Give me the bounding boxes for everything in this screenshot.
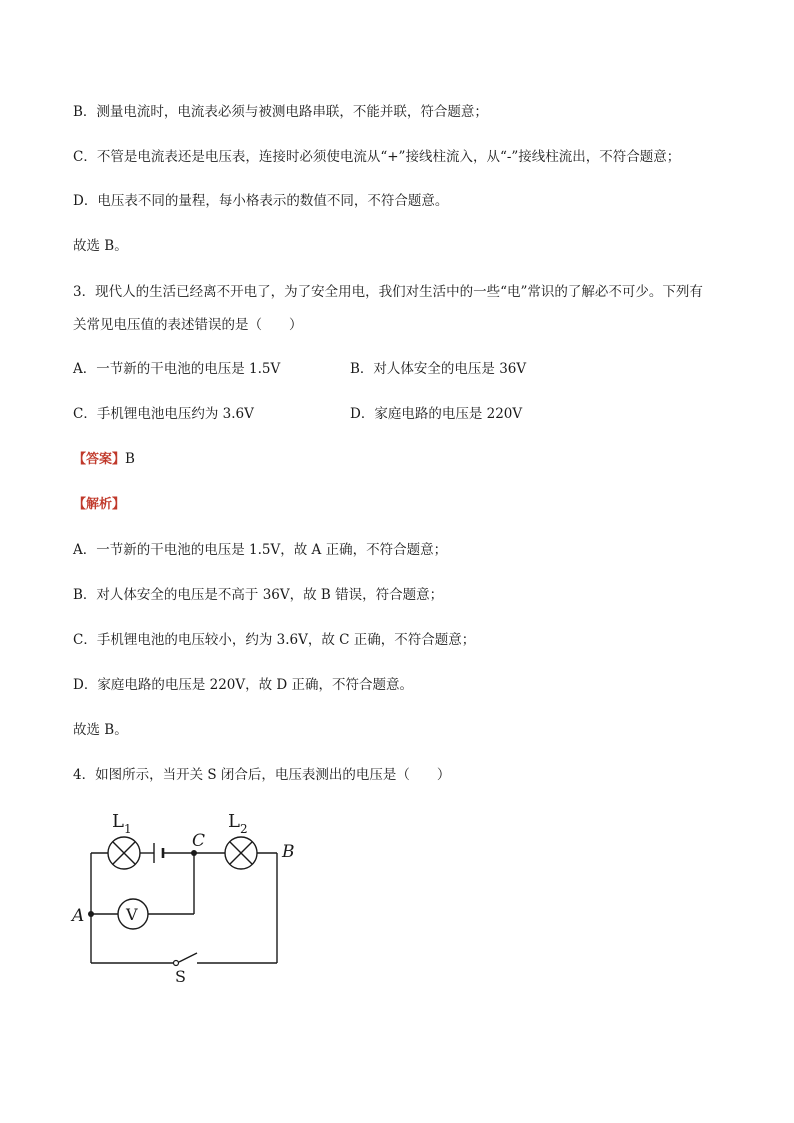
circuit-diagram bbox=[60, 805, 320, 995]
lamp-l2 bbox=[225, 837, 257, 869]
q4-stem: 4．如图所示，当开关 S 闭合后，电压表测出的电压是（ ） bbox=[73, 767, 451, 783]
switch-label: S bbox=[175, 967, 186, 986]
q3-analysis-b: B．对人体安全的电压是不高于 36V，故 B 错误，符合题意； bbox=[73, 587, 444, 603]
voltmeter-label: V bbox=[126, 905, 138, 924]
battery bbox=[154, 843, 163, 863]
node-a-label: A bbox=[72, 906, 85, 926]
q3-option-a: A．一节新的干电池的电压是 1.5V bbox=[73, 361, 281, 377]
q3-option-b: B．对人体安全的电压是 36V bbox=[350, 361, 527, 377]
lamp2-label: $L_2$ bbox=[228, 811, 248, 836]
switch-contact bbox=[174, 961, 179, 966]
answer-tag: 【答案】 bbox=[73, 452, 126, 467]
q3-answer bbox=[73, 450, 135, 469]
prev-choose: 故选 B。 bbox=[73, 238, 128, 254]
switch-blade bbox=[179, 953, 197, 962]
junction-a bbox=[88, 911, 94, 917]
q3-stem-line1: 3．现代人的生活已经离不开电了，为了安全用电，我们对生活中的一些“电”常识的了解必不可少。下列有 bbox=[73, 284, 703, 300]
lamp-l1 bbox=[108, 837, 140, 869]
q3-option-d: D．家庭电路的电压是 220V bbox=[350, 406, 523, 422]
lamp1-label: $L_1$ bbox=[112, 811, 132, 836]
prev-solution-b: B．测量电流时，电流表必须与被测电路串联，不能并联，符合题意； bbox=[73, 104, 488, 120]
q3-analysis-heading bbox=[73, 495, 125, 514]
node-c-label: C bbox=[192, 831, 206, 851]
q3-option-c: C．手机锂电池电压约为 3.6V bbox=[73, 406, 254, 422]
answer-value: B bbox=[125, 451, 135, 467]
prev-solution-c: C．不管是电流表还是电压表，连接时必须使电流从“+”接线柱流入，从“-”接线柱流出，不符合题意； bbox=[73, 149, 681, 165]
analysis-tag: 【解析】 bbox=[73, 497, 126, 512]
q3-analysis-c: C．手机锂电池的电压较小，约为 3.6V，故 C 正确，不符合题意； bbox=[73, 632, 476, 648]
q3-choose: 故选 B。 bbox=[73, 722, 128, 738]
q3-analysis-d: D．家庭电路的电压是 220V，故 D 正确，不符合题意。 bbox=[73, 677, 414, 693]
q3-analysis-a: A．一节新的干电池的电压是 1.5V，故 A 正确，不符合题意； bbox=[73, 542, 448, 558]
prev-solution-d: D．电压表不同的量程，每小格表示的数值不同，不符合题意。 bbox=[73, 193, 449, 209]
q3-stem-line2: 关常见电压值的表述错误的是（ ） bbox=[73, 317, 303, 333]
node-b-label: B bbox=[282, 842, 295, 862]
